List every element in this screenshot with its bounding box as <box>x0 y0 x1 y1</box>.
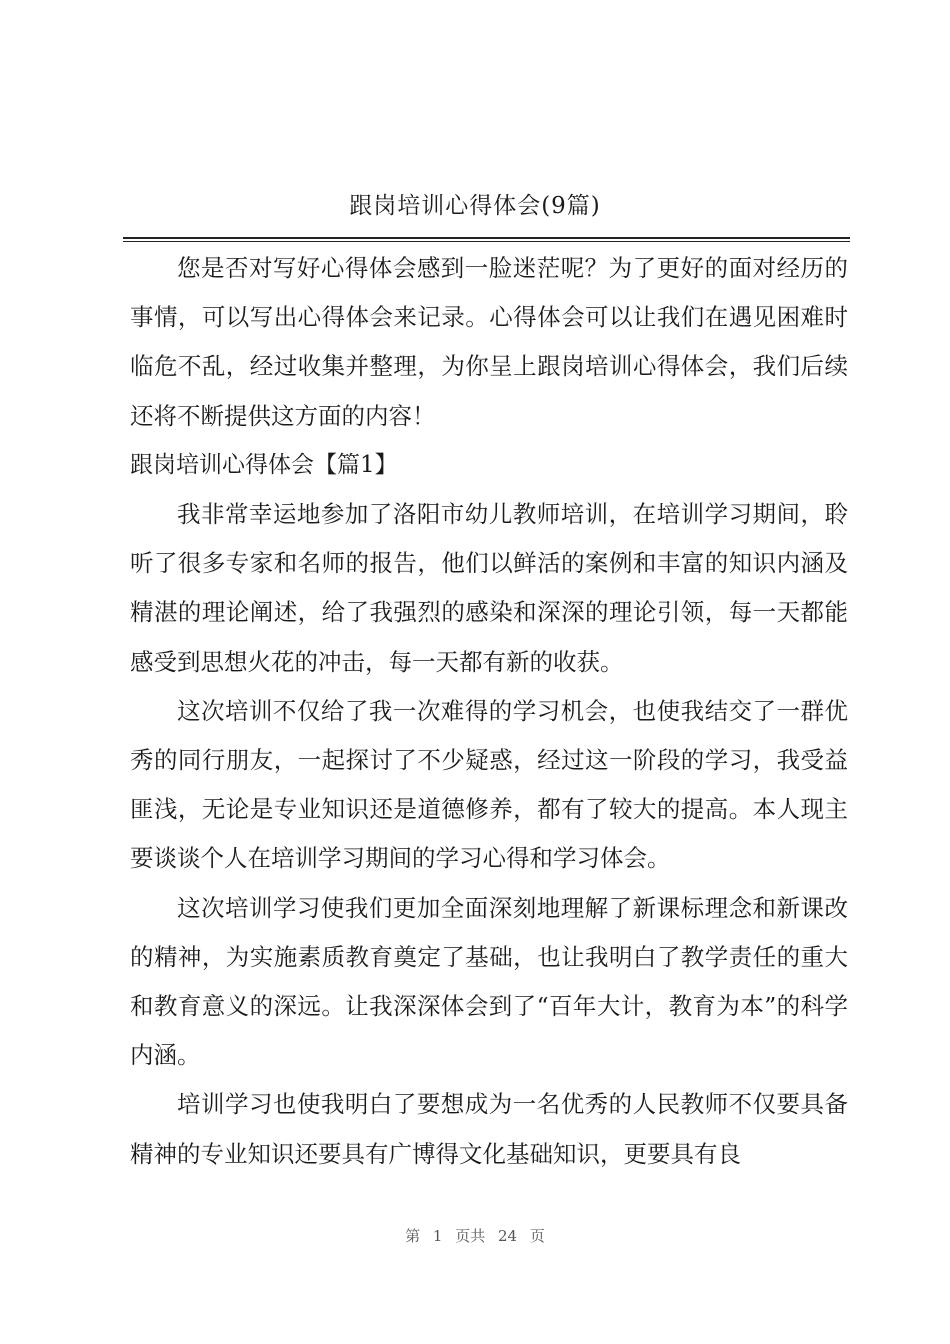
page-footer <box>0 1226 950 1246</box>
body-paragraph: 这次培训不仅给了我一次难得的学习机会，也使我结交了一群优秀的同行朋友，一起探讨了不少疑惑，经过这一阶段的学习，我受益匪浅，无论是专业知识还是道德修养，都有了较大的提高。本人现主要谈谈个人在培训学习期间的学习心得和学习体会。 <box>130 696 848 873</box>
body-paragraph: 这次培训学习使我们更加全面深刻地理解了新课标理念和新课改的精神，为实施素质教育奠定了基础，也让我明白了教学责任的重大和教育意义的深远。让我深深体会到了“百年大计，教育为本”的科学内涵。 <box>130 893 848 1070</box>
document-title: 跟岗培训心得体会(9篇) <box>349 193 601 219</box>
body-paragraph: 培训学习也使我明白了要想成为一名优秀的人民教师不仅要具备精神的专业知识还要具有广博得文化基础知识，更要具有良 <box>130 1090 848 1168</box>
title-divider <box>123 237 850 242</box>
body-paragraph: 我非常幸运地参加了洛阳市幼儿教师培训，在培训学习期间，聆听了很多专家和名师的报告，他们以鲜活的案例和丰富的知识内涵及精湛的理论阐述，给了我强烈的感染和深深的理论引领，每一天都能感受到思想火花的冲击，每一天都有新的收获。 <box>130 500 848 676</box>
total-page-count: 24 <box>498 1227 518 1245</box>
document-body <box>130 244 848 1179</box>
current-page-number: 1 <box>432 1227 443 1245</box>
intro-paragraph: 您是否对写好心得体会感到一脸迷茫呢？为了更好的面对经历的事情，可以写出心得体会来记录。心得体会可以让我们在遇见困难时临危不乱，经过收集并整理，为你呈上跟岗培训心得体会，我们后续还将不断提供这方面的内容！ <box>130 254 848 430</box>
section-heading: 跟岗培训心得体会【篇1】 <box>130 451 398 478</box>
page-label-prefix: 第 <box>405 1227 421 1245</box>
page-label-middle: 页共 <box>455 1227 486 1245</box>
page-label-suffix: 页 <box>529 1227 545 1245</box>
